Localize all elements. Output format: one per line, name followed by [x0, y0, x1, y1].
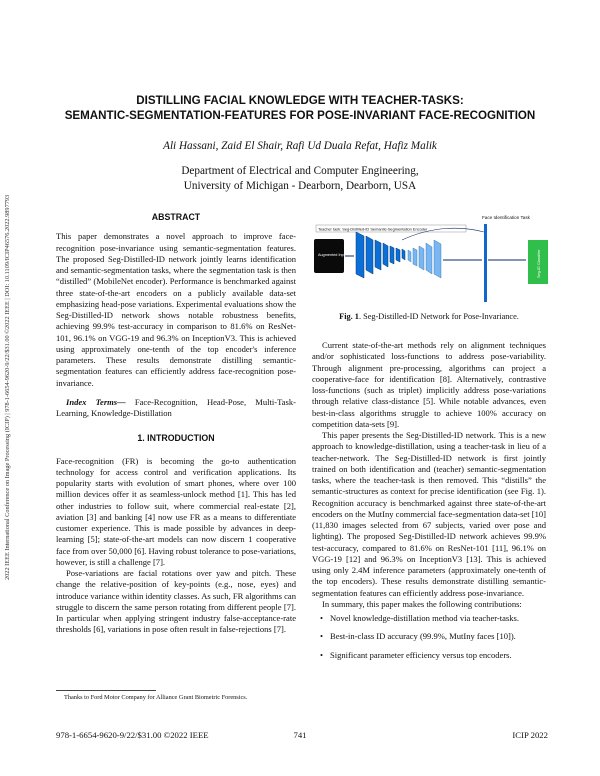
encoder-block	[402, 249, 405, 260]
intro-paragraph-1: Face-recognition (FR) is becoming the go-to authentication technology for access control and verification applications. Its popularity starts with evolution of smart phones, where over 100 million devices offer it as seamless-unlock method [1]. This has led other industries to follow suit, where commercial real-estate [2], aviation [3] and banking [4] now use FR as a means to differentiate customer experience. This is made possible by advances in deep-learning [5]; state-of-the-art models can now discern 1 cooperative face from over 50,000 [6]. Having robust tolerance to pose-variations, however, is still a challenge [7].	[56, 455, 296, 567]
encoder-block	[390, 246, 394, 264]
contribution-item: • Novel knowledge-distillation method via teacher-tasks.	[320, 613, 546, 624]
title-line-2: SEMANTIC-SEGMENTATION-FEATURES FOR POSE-INVARIANT FACE-RECOGNITION	[64, 109, 536, 122]
encoder-block	[366, 236, 373, 274]
encoder-block	[396, 248, 400, 262]
index-terms-label: Index Terms—	[66, 396, 126, 407]
contribution-item: • Best-in-class ID accuracy (99.9%, MutIny faces [10]).	[320, 631, 546, 642]
footnote: Thanks to Ford Motor Company for Alliance Grant Biometric Forensics.	[64, 694, 248, 701]
left-column	[56, 212, 296, 636]
decoder-block	[413, 248, 417, 266]
abstract-text: This paper demonstrates a novel approach to improve face-recognition pose-invariance using semantic-segmentation features. The proposed Seg-Distilled-ID network jointly learns identification and semantic-segmentation tasks, where the segmentation task is then “distilled” (MobileNet encoder). Performance is benchmarked against three state-of-the-art encoders on a publicly available data-set emphasizing head-pose variations. Experimental evaluations show the Seg-Distilled-ID network shows notable robustness benefits, achieving 99.9% test-accuracy in comparison to 81.6% on ResNet-101, 96.1% on VGG-19 and 96.3% on InceptionV3. This is achieved using approximately one-tenth of the top encoder's inference parameters. These results demonstrate distilling semantic-segmentation features can efficiently address face-recognition pose-invariance.	[56, 231, 296, 388]
affiliation	[60, 164, 540, 194]
teacher-task-label: Teacher task: Seg-Distilled-ID Semantic-Segmentation Encoder	[318, 226, 428, 232]
right-paragraph-2: This paper presents the Seg-Distilled-ID network. This is a new approach to knowledge-distillation, using a teacher-task in lieu of a teacher-network. The Seg-Distilled-ID network is first jointly trained on both identification and (teacher) semantic-segmentation tasks, where the teacher-task is then removed. This “distills” the semantic-structures as context for precise identification (see Fig. 1). Recognition accuracy is benchmarked against three state-of-the-art encoders on the MutIny commercial face-segmentation data-set [10] (11,830 images selected from 67 subjects, varied over pose and lighting). The proposed Seg-Distilled-ID network achieves 99.9% test-accuracy, compared to 81.6% on ResNet-101 [11], 96.1% on VGG-19 [12] and 96.3% on InceptionV3 [13]. This is achieved using only 2.4M inference parameters (approximately one-tenth of the top encoders). These results demonstrate distilling semantic-segmentation features can efficiently address pose-invariance.	[312, 430, 546, 598]
paper-title	[60, 93, 540, 123]
task-label: Face Identification Task	[482, 215, 530, 220]
encoder-block	[383, 243, 388, 267]
footer-copyright: 978-1-6654-9620-9/22/$31.00 ©2022 IEEE	[56, 730, 209, 740]
contribution-item: • Significant parameter efficiency versus top encoders.	[320, 650, 546, 661]
dense-layer	[484, 224, 487, 302]
decoder-block	[426, 243, 432, 274]
encoder-block	[375, 240, 381, 270]
input-label: Augmented Input Data	[318, 253, 356, 257]
figure-caption-text: . Seg-Distilled-ID Network for Pose-Invariance.	[358, 312, 519, 321]
encoder-blocks	[356, 232, 405, 278]
contributions-list	[312, 613, 546, 661]
right-paragraph-1: Current state-of-the-art methods rely on alignment techniques and/or sophisticated loss-functions to address pose-variability. Through alignment pre-processing, algorithms can project a cooperative-face for identification [8]. Alternatively, contrastive loss-functions (such as triplet) implicitly address pose-variations through relative class-distance [5]. While notable advances, even best-in-class algorithms struggle to achieve 100% accuracy on competition data-sets [9].	[312, 340, 546, 429]
footer-conference: ICIP 2022	[512, 730, 548, 740]
right-paragraph-3: In summary, this paper makes the following contributions:	[322, 598, 522, 609]
intro-heading: 1. INTRODUCTION	[137, 433, 215, 444]
decoder-block	[408, 250, 411, 262]
affiliation-line-1: Department of Electrical and Computer Engineering,	[181, 165, 419, 177]
side-margin-id	[4, 150, 16, 580]
affiliation-line-2: University of Michigan - Dearborn, Dearborn, USA	[183, 180, 417, 192]
page-number: 741	[293, 730, 307, 740]
footnote-rule	[56, 690, 156, 691]
output-label: Seg-ID Classifier	[537, 249, 541, 278]
side-margin-text: 2022 IEEE International Conference on Image Processing (ICIP) | 978-1-6654-9620-9/22/$31.00 ©2022 IEEE | DOI: 10.1109/ICIP46576.2022.9897793	[4, 194, 11, 580]
title-line-1: DISTILLING FACIAL KNOWLEDGE WITH TEACHER-TASKS:	[136, 94, 464, 107]
decoder-block	[434, 240, 441, 278]
abstract-heading: ABSTRACT	[151, 212, 201, 222]
decoder-blocks	[408, 240, 441, 278]
decoder-block	[419, 246, 424, 270]
index-terms-text: Face-Recognition, Head-Pose, Multi-Task-Learning, Knowledge-Distillation	[56, 396, 296, 418]
authors: Ali Hassani, Zaid El Shair, Rafi Ud Duala Refat, Hafiz Malik	[163, 140, 437, 152]
figure-caption-number: Fig. 1	[339, 312, 359, 321]
right-column	[312, 340, 546, 668]
figure-caption	[312, 312, 546, 321]
figure-1	[312, 212, 550, 308]
index-terms	[56, 397, 296, 420]
intro-paragraph-2: Pose-variations are facial rotations over yaw and pitch. These change the relative-position of key-points (e.g., nose, eyes) and introduce variance within identity classes. As such, FR algorithms can struggle to discern the same person rotating from different people [7]. In particular when applying stringent industry false-acceptance-rate thresholds [6], variations in pose often result in false-rejections [7].	[56, 568, 296, 635]
encoder-block	[356, 232, 364, 278]
network-diagram	[312, 212, 550, 308]
